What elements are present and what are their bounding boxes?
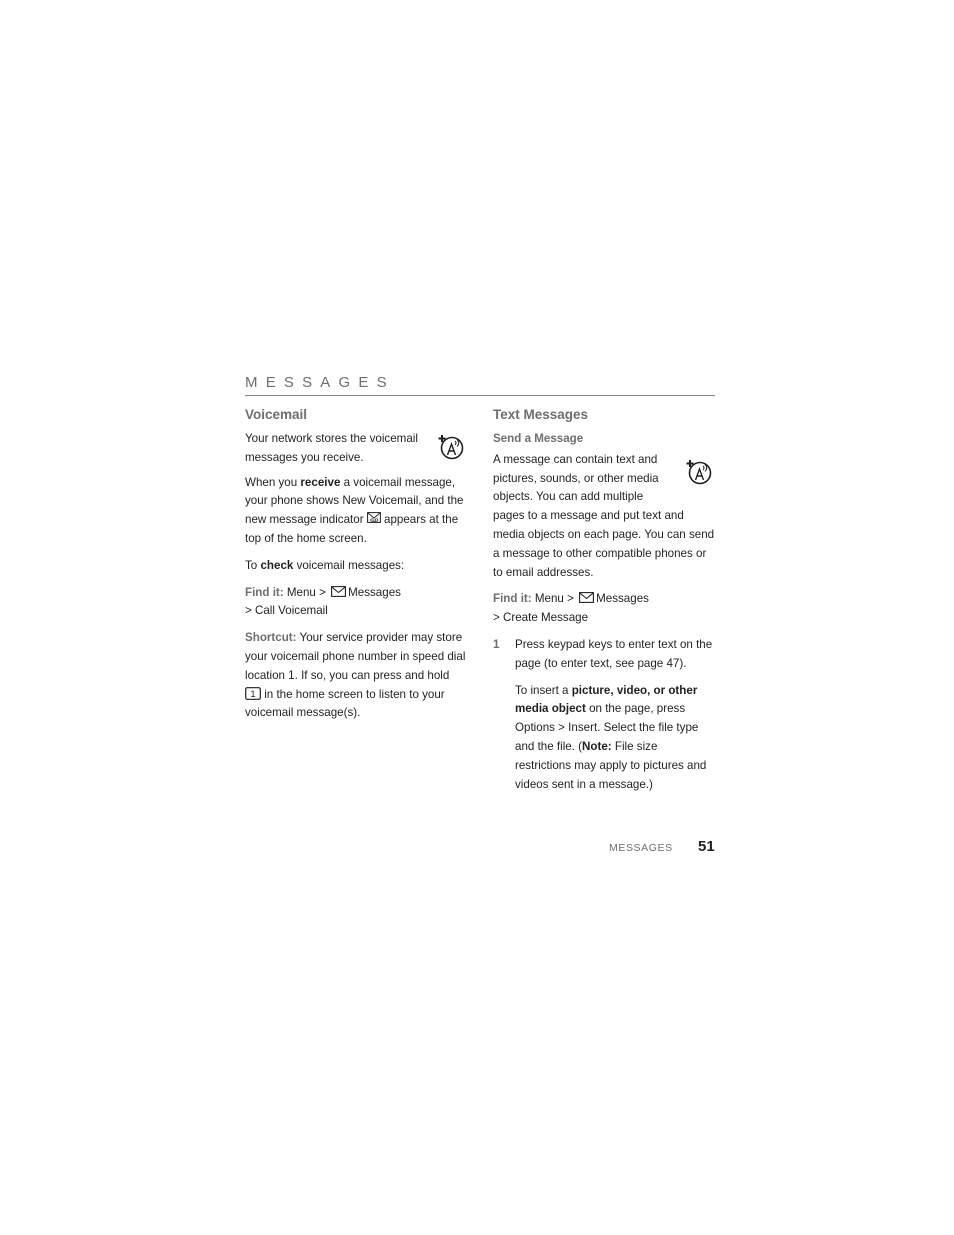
- svg-text:1: 1: [250, 688, 256, 700]
- page-number: 51: [698, 838, 715, 855]
- text-messages-find-it: Find it: Menu > Messages > Create Message: [493, 592, 649, 625]
- send-message-subheading: Send a Message: [493, 432, 584, 445]
- voicemail-find-it: Find it: Menu > Messages > Call Voicemail: [245, 585, 401, 618]
- feature-availability-icon: [685, 455, 715, 489]
- feature-availability-icon: [437, 430, 467, 464]
- new-voicemail-label: New Voicemail: [342, 494, 419, 508]
- voicemail-check-paragraph: To check voicemail messages:: [245, 558, 405, 572]
- shortcut-label: Shortcut:: [245, 631, 297, 645]
- step-1: [493, 636, 715, 674]
- step-text: Press keypad keys to enter text on the page (to enter text, see page 47).: [515, 637, 713, 670]
- footer-section-label: MESSAGES: [609, 842, 673, 854]
- text-messages-section: [493, 405, 715, 794]
- options-insert-path: Options > Insert: [515, 721, 598, 735]
- key-1-icon: [245, 687, 261, 700]
- voicemail-receive-paragraph: When you receive a voicemail message, your phone shows New Voicemail, and the new message indicator appears at the top of the home screen.: [245, 475, 464, 545]
- step-number: 1: [493, 637, 500, 651]
- voicemail-shortcut: Shortcut: Your service provider may store your voicemail phone number in speed dial location 1. If so, you can press and hold 1 in the home screen to listen to your voicemail message(s).: [245, 631, 466, 720]
- messages-envelope-icon: [579, 592, 594, 603]
- new-voicemail-indicator-icon: [367, 512, 381, 523]
- header-divider: [245, 395, 715, 396]
- page-header-title: MESSAGES: [245, 374, 395, 391]
- voicemail-section: [245, 405, 467, 731]
- voicemail-intro: Your network stores the voicemail messages you receive.: [245, 432, 418, 464]
- voicemail-heading: Voicemail: [245, 407, 308, 422]
- text-messages-heading: Text Messages: [493, 407, 589, 422]
- find-it-label: Find it:: [493, 592, 532, 606]
- messages-envelope-icon: [331, 586, 346, 597]
- find-it-label: Find it:: [245, 585, 284, 599]
- insert-media-paragraph: To insert a picture, video, or other media object on the page, press Options > Insert. Select the file type and the file. (Note: File size restrictions may apply to pictures and videos sent in a message.): [515, 683, 707, 791]
- send-message-intro: A message can contain text and pictures, sounds, or other media objects. You can add multiple pages to a message and put text and media objects on each page. You can send a message to other compatible phones or to email addresses.: [493, 452, 715, 579]
